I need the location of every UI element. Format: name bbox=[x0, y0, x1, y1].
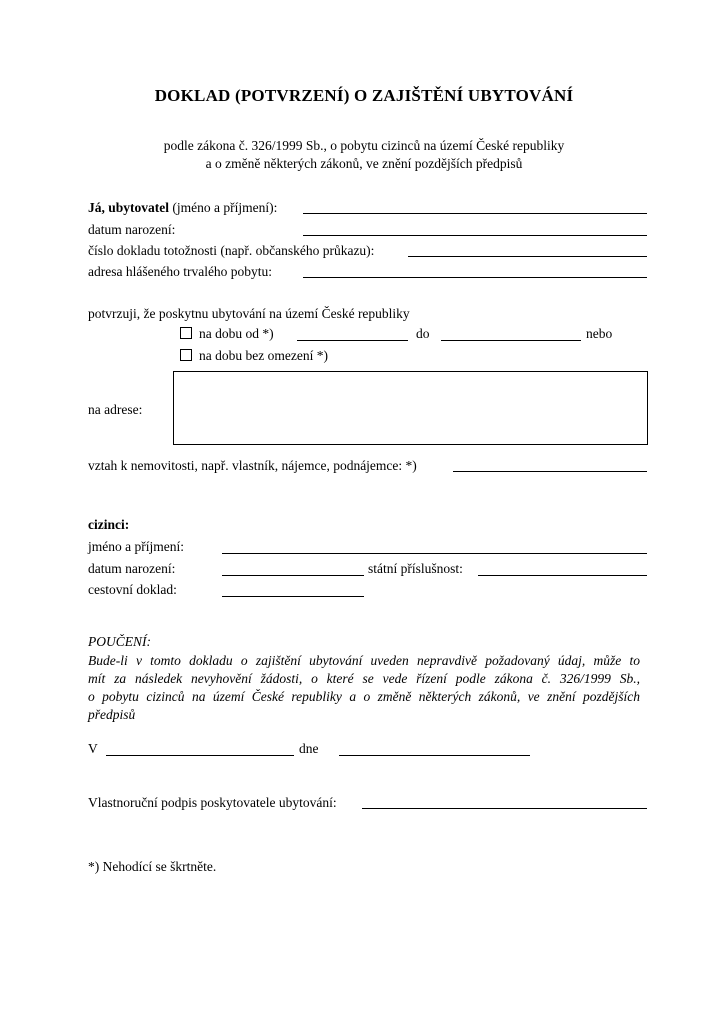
confirm-text: potvrzuji, že poskytnu ubytování na území České republiky bbox=[88, 306, 410, 321]
foreigner-birth-date-field[interactable] bbox=[222, 575, 364, 576]
place-field[interactable] bbox=[106, 755, 294, 756]
foreigner-name-label: jméno a příjmení: bbox=[88, 539, 184, 554]
provider-birth-date-label: datum narození: bbox=[88, 222, 176, 237]
unlimited-period-label: na dobu bez omezení *) bbox=[199, 348, 328, 363]
place-label: V bbox=[88, 741, 98, 756]
notice-line-1: Bude-li v tomto dokladu o zajištění ubytování uveden nepravdivě požadovaný údaj, může to bbox=[88, 653, 640, 668]
provider-address-field[interactable] bbox=[303, 277, 647, 278]
period-from-field[interactable] bbox=[297, 340, 408, 341]
foreigners-heading: cizinci: bbox=[88, 517, 130, 532]
foreigner-travel-doc-label: cestovní doklad: bbox=[88, 582, 177, 597]
provider-birth-date-field[interactable] bbox=[303, 235, 647, 236]
date-field[interactable] bbox=[339, 755, 530, 756]
foreigner-birth-date-label: datum narození: bbox=[88, 561, 176, 576]
provider-id-doc-label: číslo dokladu totožnosti (např. občanského průkazu): bbox=[88, 243, 375, 258]
subtitle-line-1: podle zákona č. 326/1999 Sb., o pobytu cizinců na území České republiky bbox=[163, 138, 565, 153]
foreigner-travel-doc-field[interactable] bbox=[222, 596, 364, 597]
provider-name-field[interactable] bbox=[303, 213, 647, 214]
period-or-label: nebo bbox=[586, 326, 613, 341]
address-label: na adrese: bbox=[88, 402, 143, 417]
address-box-field[interactable] bbox=[173, 371, 648, 445]
notice-line-2: mít za následek nevyhovění žádosti, o které se vede řízení podle zákona č. 326/1999 Sb., bbox=[88, 671, 640, 686]
period-to-label: do bbox=[416, 326, 430, 341]
foreigner-nationality-label: státní příslušnost: bbox=[368, 561, 463, 576]
unlimited-period-checkbox[interactable] bbox=[180, 349, 192, 361]
period-to-field[interactable] bbox=[441, 340, 581, 341]
signature-label: Vlastnoruční podpis poskytovatele ubytování: bbox=[88, 795, 337, 810]
relation-field[interactable] bbox=[453, 471, 647, 472]
provider-name-label bbox=[88, 200, 277, 216]
date-label: dne bbox=[299, 741, 319, 756]
notice-line-3: o pobytu cizinců na území České republiky a o změně některých zákonů, ve znění pozdějších bbox=[88, 689, 640, 704]
subtitle-line-2: a o změně některých zákonů, ve znění pozdějších předpisů bbox=[205, 156, 523, 171]
provider-id-doc-field[interactable] bbox=[408, 256, 647, 257]
notice-heading: POUČENÍ: bbox=[88, 634, 151, 649]
provider-address-label: adresa hlášeného trvalého pobytu: bbox=[88, 264, 273, 279]
period-from-checkbox[interactable] bbox=[180, 327, 192, 339]
document-title: DOKLAD (POTVRZENÍ) O ZAJIŠTĚNÍ UBYTOVÁNÍ bbox=[154, 86, 574, 105]
foreigner-name-field[interactable] bbox=[222, 553, 647, 554]
period-from-label: na dobu od *) bbox=[199, 326, 274, 341]
signature-field[interactable] bbox=[362, 808, 647, 809]
relation-label: vztah k nemovitosti, např. vlastník, nájemce, podnájemce: *) bbox=[88, 458, 417, 473]
notice-line-4: předpisů bbox=[88, 707, 136, 722]
provider-label-rest: (jméno a příjmení): bbox=[169, 200, 278, 215]
footnote: *) Nehodící se škrtněte. bbox=[88, 859, 217, 874]
provider-label-bold: Já, ubytovatel bbox=[88, 200, 169, 215]
foreigner-nationality-field[interactable] bbox=[478, 575, 647, 576]
